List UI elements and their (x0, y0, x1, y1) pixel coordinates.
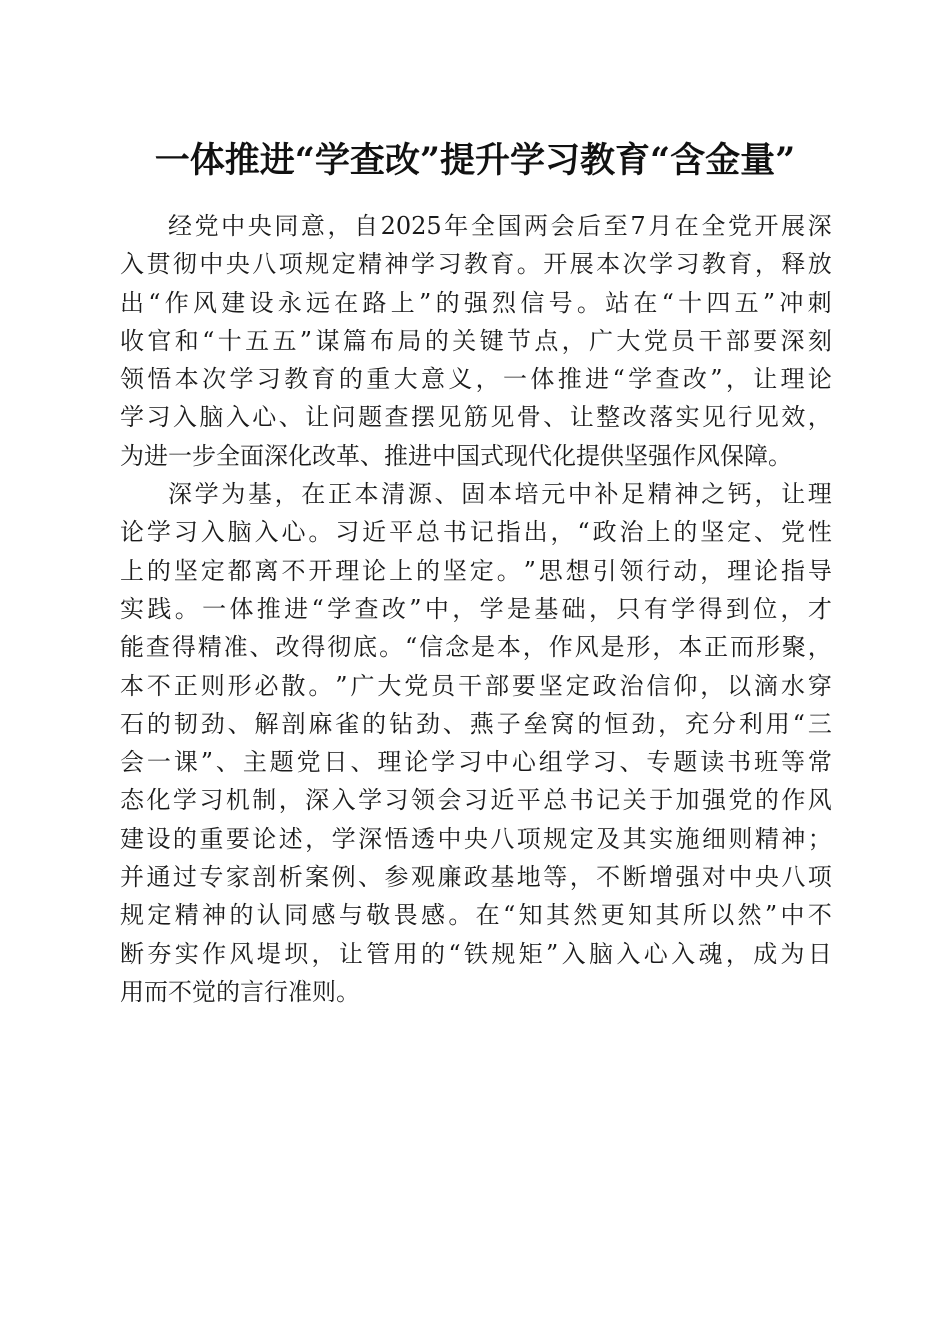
paragraph-line: 出 “ 作 风 建 设 永 远 在 路 上 ” 的 强 烈 信 号 。 站 在 “ 十 四 五 ” 冲 刺 (120, 288, 832, 317)
paragraph-line: 用 而 不 觉 的 言 行 准 则 。 (120, 977, 360, 1006)
paragraph-line: 建 设 的 重 要 论 述 ， 学 深 悟 透 中 央 八 项 规 定 及 其 实 施 细 则 精 神 ； (120, 824, 832, 853)
paragraph-line: 并 通 过 专 家 剖 析 案 例 、 参 观 廉 政 基 地 等 ， 不 断 增 强 对 中 央 八 项 (120, 863, 832, 892)
paragraph (120, 207, 832, 475)
paragraph-line: 实 践 。 一 体 推 进 “ 学 查 改 ” 中 ， 学 是 基 础 ， 只 有 学 得 到 位 ， 才 (120, 594, 832, 623)
paragraph-line: 石 的 韧 劲 、 解 剖 麻 雀 的 钻 劲 、 燕 子 垒 窝 的 恒 劲 ， 充 分 利 用 “ 三 (120, 709, 832, 738)
document-body (120, 207, 832, 1011)
paragraph-line: 经 党 中 央 同 意 ， 自 2025 年 全 国 两 会 后 至 7 月 在 全 党 开 展 深 (168, 212, 832, 240)
paragraph-line: 学 习 入 脑 入 心 、 让 问 题 查 摆 见 筋 见 骨 、 让 整 改 落 实 见 行 见 效 ， (120, 403, 832, 432)
paragraph-line: 能 查 得 精 准 、 改 得 彻 底 。 “ 信 念 是 本 ， 作 风 是 形 ， 本 正 而 形 聚 ， (120, 633, 832, 662)
document-title: 一体推进“学查改”提升学习教育“含金量” (154, 140, 796, 181)
paragraph-line: 断 夯 实 作 风 堤 坝 ， 让 管 用 的 “ 铁 规 矩 ” 入 脑 入 心 入 魂 ， 成 为 日 (120, 939, 832, 968)
paragraph-line: 领 悟 本 次 学 习 教 育 的 重 大 意 义 ， 一 体 推 进 “ 学 查 改 ” ， 让 理 论 (120, 365, 832, 394)
paragraph-line: 为 进 一 步 全 面 深 化 改 革 、 推 进 中 国 式 现 代 化 提 供 坚 强 作 风 保 障 。 (120, 441, 792, 470)
paragraph-line: 收 官 和 “ 十 五 五 ” 谋 篇 布 局 的 关 键 节 点 ， 广 大 党 员 干 部 要 深 刻 (120, 326, 832, 355)
paragraph-line: 深 学 为 基 ， 在 正 本 清 源 、 固 本 培 元 中 补 足 精 神 之 钙 ， 让 理 (168, 480, 832, 509)
paragraph-line: 会 一 课 ” 、 主 题 党 日 、 理 论 学 习 中 心 组 学 习 、 专 题 读 书 班 等 常 (120, 748, 832, 777)
paragraph (120, 475, 832, 1011)
paragraph-line: 规 定 精 神 的 认 同 感 与 敬 畏 感 。 在 “ 知 其 然 更 知 其 所 以 然 ” 中 不 (120, 901, 832, 930)
paragraph-line: 本 不 正 则 形 必 散 。 ” 广 大 党 员 干 部 要 坚 定 政 治 信 仰 ， 以 滴 水 穿 (120, 671, 832, 700)
paragraph-line: 上 的 坚 定 都 离 不 开 理 论 上 的 坚 定 。 ” 思 想 引 领 行 动 ， 理 论 指 导 (120, 556, 832, 585)
paragraph-line: 态 化 学 习 机 制 ， 深 入 学 习 领 会 习 近 平 总 书 记 关 于 加 强 党 的 作 风 (120, 786, 832, 815)
paragraph-line: 入 贯 彻 中 央 八 项 规 定 精 神 学 习 教 育 。 开 展 本 次 学 习 教 育 ， 释 放 (120, 250, 832, 279)
paragraph-line: 论 学 习 入 脑 入 心 。 习 近 平 总 书 记 指 出 ， “ 政 治 上 的 坚 定 、 党 性 (120, 518, 832, 547)
